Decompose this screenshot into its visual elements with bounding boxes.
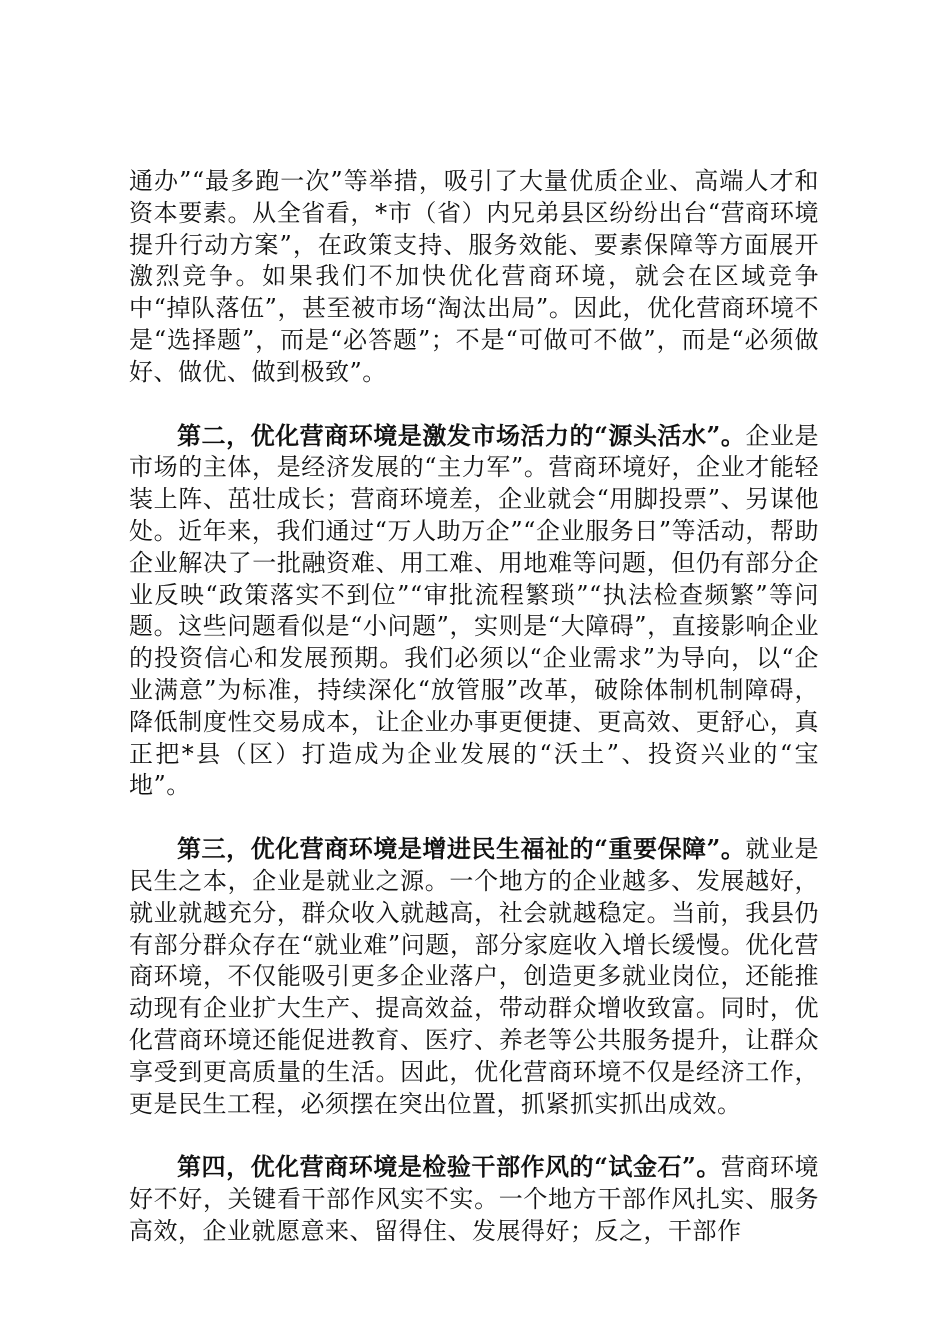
paragraph-4 [129,1151,819,1247]
paragraph-4-lead: 第四，优化营商环境是检验干部作风的“试金石”。 [177,1152,721,1182]
paragraph-4-text: 营商环境好不好，关键看干部作风实不实。一个地方干部作风扎实、服务高效，企业就愿意来、留得住、发展得好；反之，干部作 [129,1153,820,1245]
paragraph-2-lead: 第二，优化营商环境是激发市场活力的“源头活水”。 [177,420,746,450]
paragraph-3 [129,833,819,1120]
paragraph-2-text: 企业是市场的主体，是经济发展的“主力军”。营商环境好，企业才能轻装上阵、茁壮成长；营商环境差，企业就会“用脚投票”、另谋他处。近年来，我们通过“万人助万企”“企业服务日”等活动，帮助企业解决了一批融资难、用工难、用地难等问题，但仍有部分企业反映“政策落实不到位”“审批流程繁琐”“执法检查频繁”等问题。这些问题看似是“小问题”，实则是“大障碍”，直接影响企业的投资信心和发展预期。我们必须以“企业需求”为导向，以“企业满意”为标准，持续深化“放管服”改革，破除体制机制障碍，降低制度性交易成本，让企业办事更便捷、更高效、更舒心，真正把*县（区）打造成为企业发展的“沃土”、投资兴业的“宝地”。 [129,421,820,800]
paragraph-1-text: 通办”“最多跑一次”等举措，吸引了大量优质企业、高端人才和资本要素。从全省看，*市（省）内兄弟县区纷纷出台“营商环境提升行动方案”，在政策支持、服务效能、要素保障等方面展开激烈竞争。如果我们不加快优化营商环境，就会在区域竞争中“掉队落伍”，甚至被市场“淘汰出局”。因此，优化营商环境不是“选择题”，而是“必答题”；不是“可做可不做”，而是“必须做好、做优、做到极致”。 [129,167,819,386]
paragraph-3-text: 就业是民生之本，企业是就业之源。一个地方的企业越多、发展越好，就业就越充分，群众收入就越高，社会就越稳定。当前，我县仍有部分群众存在“就业难”问题，部分家庭收入增长缓慢。优化营商环境，不仅能吸引更多企业落户，创造更多就业岗位，还能推动现有企业扩大生产、提高效益，带动群众增收致富。同时，优化营商环境还能促进教育、医疗、养老等公共服务提升，让群众享受到更高质量的生活。因此，优化营商环境不仅是经济工作，更是民生工程，必须摆在突出位置，抓紧抓实抓出成效。 [129,835,820,1118]
paragraph-2 [129,420,819,803]
document-body [129,165,819,1248]
paragraph-3-lead: 第三，优化营商环境是增进民生福祉的“重要保障”。 [177,834,746,864]
paragraph-1 [129,165,819,389]
